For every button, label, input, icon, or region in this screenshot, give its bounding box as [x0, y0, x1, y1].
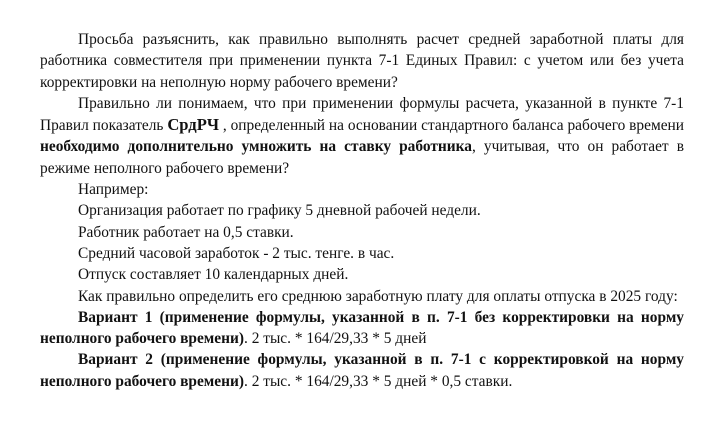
paragraph2-part3: , учитывая, что он работает в режиме неполного рабочего времени?: [40, 138, 684, 177]
example-line: Организация работает по графику 5 дневной рабочей недели.: [78, 202, 481, 220]
question-paragraph: Как правильно определить его среднюю заработную плату для оплаты отпуска в 2025 году:: [78, 287, 678, 305]
paragraph2-part2: , определенный на основании стандартного баланса рабочего времени: [219, 117, 685, 135]
variant-2-title: Вариант 2 (применение формулы, указанной в п. 7-1 с корректировкой на норму неполного рабочего времени): [40, 351, 684, 390]
variant-2-formula: . 2 тыс. * 164/29,33 * 5 дней * 0,5 ставки.: [244, 372, 513, 390]
variant-2: [40, 349, 684, 392]
variant-1-formula: . 2 тыс. * 164/29,33 * 5 дней: [244, 330, 427, 348]
paragraph2-part1: Правильно ли понимаем, что при применении формулы расчета, указанной в пункте 7-1 Правил показатель: [40, 94, 684, 135]
example-line: Работник работает на 0,5 ставки.: [78, 223, 294, 241]
paragraph2-emphasis: необходимо дополнительно умножить на ставку работника: [40, 138, 472, 156]
variant-1-title: Вариант 1 (применение формулы, указанной в п. 7-1 без корректировки на норму неполного рабочего времени): [40, 308, 684, 348]
indicator-srdrch: СрдРЧ: [167, 115, 220, 135]
example-line: Отпуск составляет 10 календарных дней.: [78, 266, 349, 284]
document-body: [40, 29, 684, 392]
example-heading: Например:: [78, 181, 149, 199]
paragraph-request: Просьба разъяснить, как правильно выполнять расчет средней заработной платы для работника совместителя при применении пункта 7-1 Единых Правил: с учетом или без учета корректировки на неполную норму рабочего времени?: [40, 31, 684, 91]
variant-1: [40, 307, 684, 350]
paragraph-question-formula: [40, 93, 684, 179]
example-line: Средний часовой заработок - 2 тыс. тенге. в час.: [78, 244, 395, 262]
